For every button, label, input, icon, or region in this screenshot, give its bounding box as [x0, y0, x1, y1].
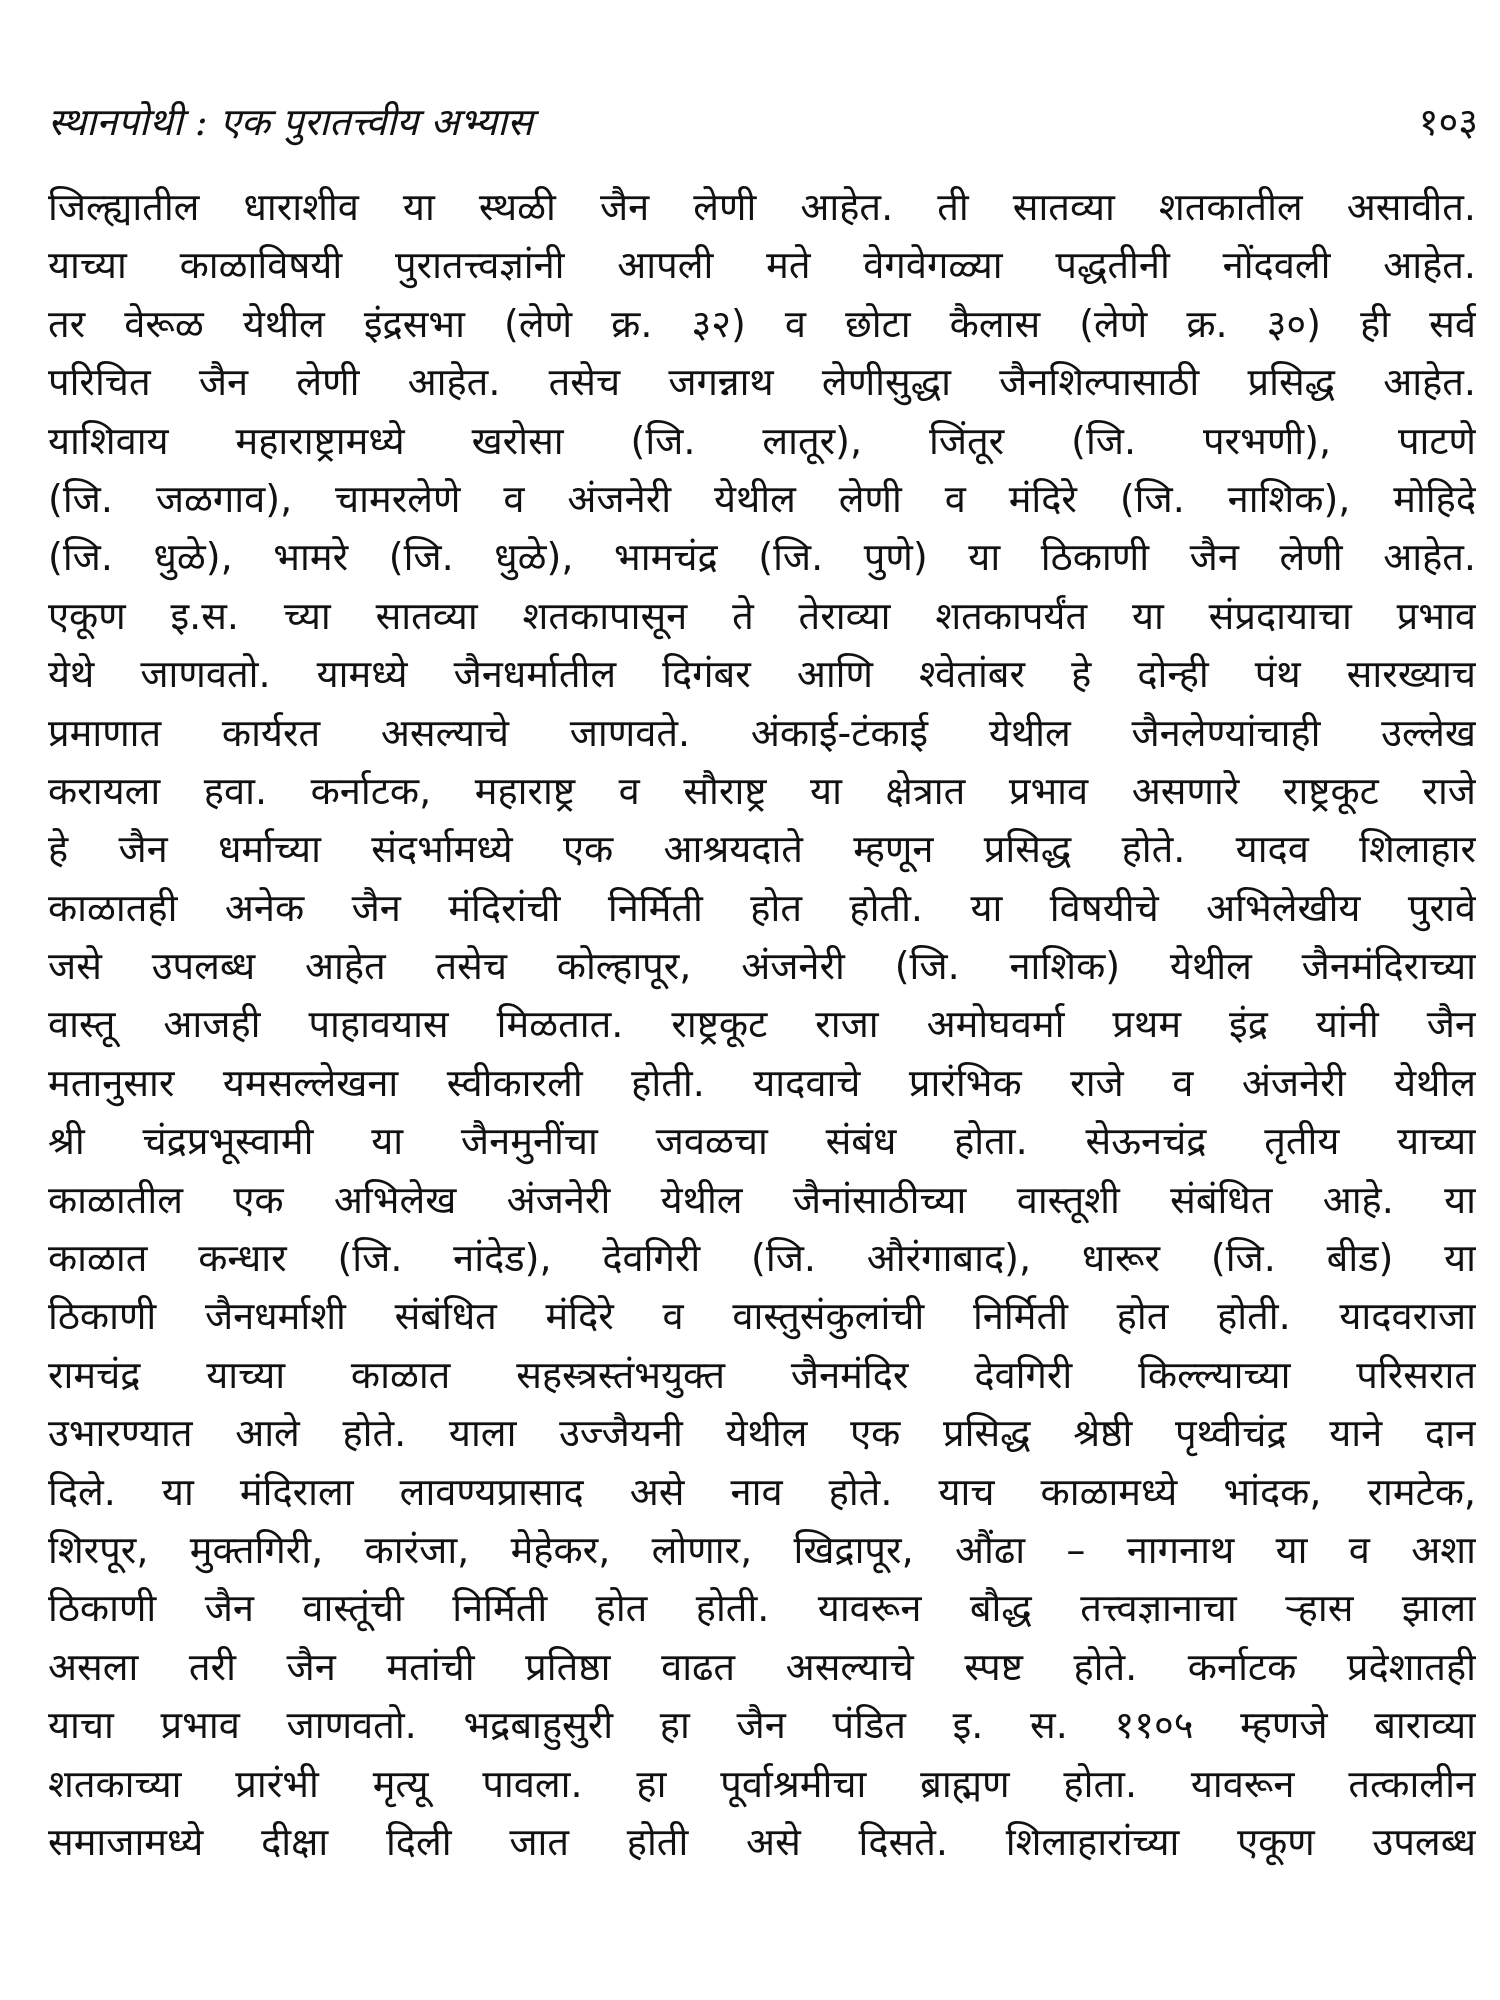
- text-line: शतकाच्या प्रारंभी मृत्यू पावला. हा पूर्वाश्रमीचा ब्राह्मण होता. यावरून तत्कालीन: [48, 1761, 1476, 1806]
- text-line: प्रमाणात कार्यरत असल्याचे जाणवते. अंकाई-टंकाई येथील जैनलेण्यांचाही उल्लेख: [48, 710, 1476, 755]
- text-line: दिले. या मंदिराला लावण्यप्रासाद असे नाव होते. याच काळामध्ये भांदक, रामटेक,: [48, 1469, 1476, 1514]
- running-header: [48, 96, 1478, 148]
- text-line: काळातील एक अभिलेख अंजनेरी येथील जैनांसाठीच्या वास्तूशी संबंधित आहे. या: [48, 1177, 1476, 1222]
- text-line: काळातही अनेक जैन मंदिरांची निर्मिती होत होती. या विषयीचे अभिलेखीय पुरावे: [48, 885, 1476, 930]
- text-line: परिचित जैन लेणी आहेत. तसेच जगन्नाथ लेणीसुद्धा जैनशिल्पासाठी प्रसिद्ध आहेत.: [48, 360, 1476, 405]
- text-line: (जि. धुळे), भामरे (जि. धुळे), भामचंद्र (जि. पुणे) या ठिकाणी जैन लेणी आहेत.: [48, 535, 1476, 580]
- text-line: जसे उपलब्ध आहेत तसेच कोल्हापूर, अंजनेरी (जि. नाशिक) येथील जैनमंदिराच्या: [48, 944, 1476, 989]
- text-line: ठिकाणी जैनधर्माशी संबंधित मंदिरे व वास्तुसंकुलांची निर्मिती होत होती. यादवराजा: [48, 1294, 1476, 1339]
- text-line: हे जैन धर्माच्या संदर्भामध्ये एक आश्रयदाते म्हणून प्रसिद्ध होते. यादव शिलाहार: [48, 827, 1476, 872]
- text-line: काळात कन्धार (जि. नांदेड), देवगिरी (जि. औरंगाबाद), धारूर (जि. बीड) या: [48, 1236, 1476, 1281]
- page-number: १०३: [1418, 100, 1478, 144]
- text-line: येथे जाणवतो. यामध्ये जैनधर्मातील दिगंबर आणि श्वेतांबर हे दोन्ही पंथ सारख्याच: [48, 652, 1476, 697]
- text-line: एकूण इ.स. च्या सातव्या शतकापासून ते तेराव्या शतकापर्यंत या संप्रदायाचा प्रभाव: [48, 593, 1476, 638]
- text-line: ठिकाणी जैन वास्तूंची निर्मिती होत होती. यावरून बौद्ध तत्त्वज्ञानाचा ऱ्हास झाला: [48, 1586, 1476, 1631]
- text-line: वास्तू आजही पाहावयास मिळतात. राष्ट्रकूट राजा अमोघवर्मा प्रथम इंद्र यांनी जैन: [48, 1002, 1476, 1047]
- text-line: मतानुसार यमसल्लेखना स्वीकारली होती. यादवाचे प्रारंभिक राजे व अंजनेरी येथील: [48, 1060, 1476, 1105]
- text-line: समाजामध्ये दीक्षा दिली जात होती असे दिसते. शिलाहारांच्या एकूण उपलब्ध: [48, 1819, 1476, 1864]
- text-line: याच्या काळाविषयी पुरातत्त्वज्ञांनी आपली मते वेगवेगळ्या पद्धतीनी नोंदवली आहेत.: [48, 243, 1476, 288]
- text-line: जिल्ह्यातील धाराशीव या स्थळी जैन लेणी आहेत. ती सातव्या शतकातील असावीत.: [48, 185, 1476, 229]
- text-line: असला तरी जैन मतांची प्रतिष्ठा वाढत असल्याचे स्पष्ट होते. कर्नाटक प्रदेशातही: [48, 1644, 1476, 1689]
- body-paragraph: [48, 178, 1476, 1871]
- text-line: याचा प्रभाव जाणवतो. भद्रबाहुसुरी हा जैन पंडित इ. स. ११०५ म्हणजे बाराव्या: [48, 1703, 1476, 1748]
- text-line: शिरपूर, मुक्तगिरी, कारंजा, मेहेकर, लोणार, खिद्रापूर, औंढा – नागनाथ या व अशा: [48, 1527, 1476, 1572]
- text-line: (जि. जळगाव), चामरलेणे व अंजनेरी येथील लेणी व मंदिरे (जि. नाशिक), मोहिदे: [48, 476, 1476, 521]
- text-line: तर वेरूळ येथील इंद्रसभा (लेणे क्र. ३२) व छोटा कैलास (लेणे क्र. ३०) ही सर्व: [48, 301, 1476, 346]
- text-line: रामचंद्र याच्या काळात सहस्त्रस्तंभयुक्त जैनमंदिर देवगिरी किल्ल्याच्या परिसरात: [48, 1352, 1476, 1397]
- running-header-title: स्थानपोथी : एक पुरातत्त्वीय अभ्यास: [48, 100, 533, 144]
- text-line: श्री चंद्रप्रभूस्वामी या जैनमुनींचा जवळचा संबंध होता. सेऊनचंद्र तृतीय याच्या: [48, 1119, 1476, 1164]
- text-line: याशिवाय महाराष्ट्रामध्ये खरोसा (जि. लातूर), जिंतूर (जि. परभणी), पाटणे: [48, 418, 1476, 463]
- text-line: उभारण्यात आले होते. याला उज्जैयनी येथील एक प्रसिद्ध श्रेष्ठी पृथ्वीचंद्र याने दान: [48, 1411, 1476, 1456]
- text-line: करायला हवा. कर्नाटक, महाराष्ट्र व सौराष्ट्र या क्षेत्रात प्रभाव असणारे राष्ट्रकूट राजे: [48, 768, 1476, 813]
